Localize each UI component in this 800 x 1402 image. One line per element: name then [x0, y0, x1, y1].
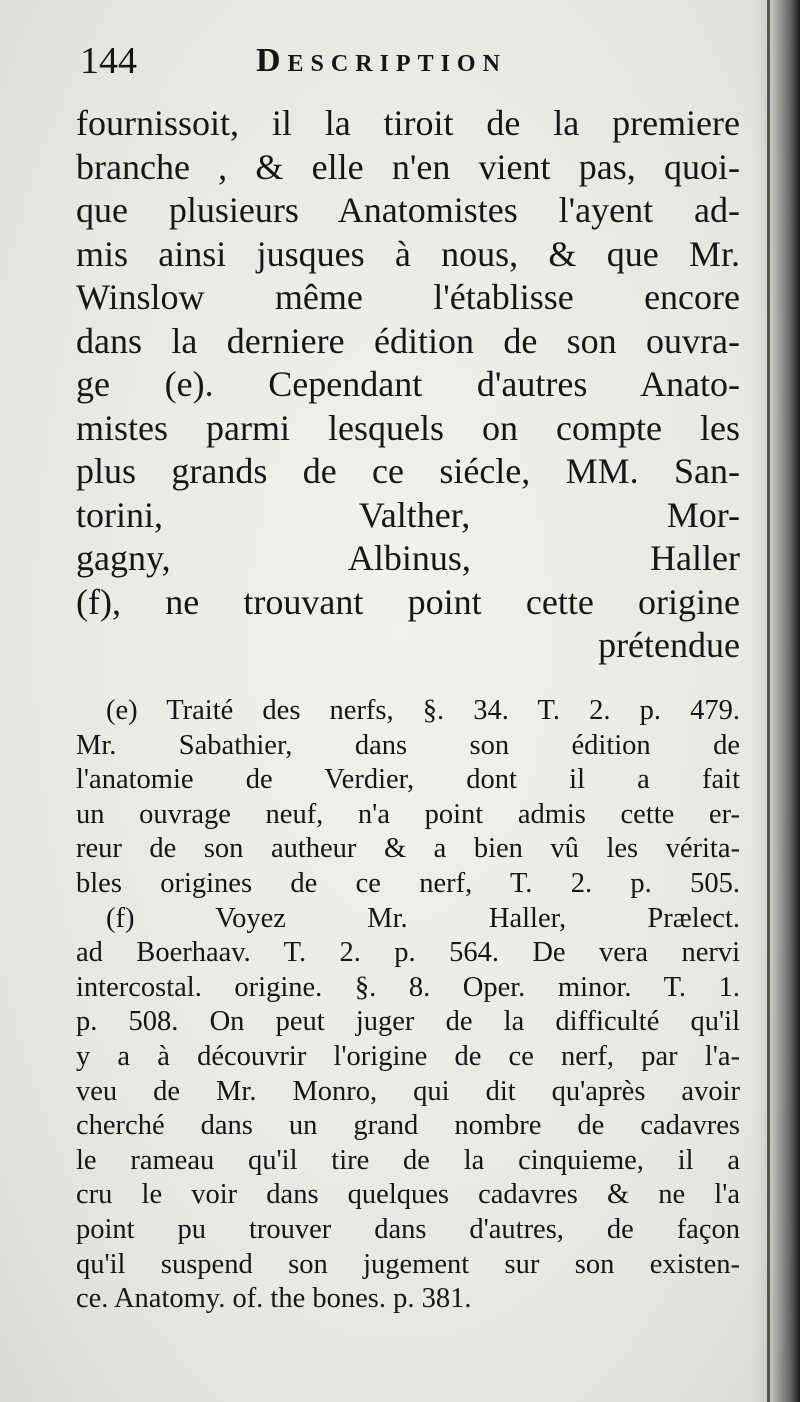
footnote-line: (f) Voyez Mr. Haller, Prælect.	[106, 902, 740, 934]
text-line: que plusieurs Anatomistes l'ayent ad-	[76, 190, 740, 230]
footnote-line: cru le voir dans quelques cadavres & ne l'a	[76, 1179, 740, 1211]
footnote-line: Mr. Sabathier, dans son édition de	[76, 729, 740, 761]
footnote-line: cherché dans un grand nombre de cadavres	[76, 1110, 740, 1142]
text-line: fournissoit, il la tiroit de la premiere	[76, 103, 740, 143]
footnote-line: veu de Mr. Monro, qui dit qu'après avoir	[76, 1075, 740, 1107]
footnote-line: ce. Anatomy. of. the bones. p. 381.	[76, 1283, 472, 1315]
main-text	[76, 102, 740, 668]
footnote-line: le rameau qu'il tire de la cinquieme, il a	[76, 1144, 740, 1176]
running-title: Description	[256, 42, 507, 79]
footnote-line: bles origines de ce nerf, T. 2. p. 505.	[76, 867, 740, 899]
footnote-line: intercostal. origine. §. 8. Oper. minor. T. 1.	[76, 971, 740, 1003]
text-line: Winslow même l'établisse encore	[76, 277, 740, 317]
text-line: dans la derniere édition de son ouvra-	[76, 320, 740, 361]
footnote-line: point pu trouver dans d'autres, de façon	[76, 1213, 740, 1245]
page-edge-line	[767, 0, 770, 1402]
text-line: mistes parmi lesquels on compte les	[76, 407, 740, 448]
catchword-line: prétendue	[598, 625, 740, 665]
footnote-line: y a à découvrir l'origine de ce nerf, par l'a-	[76, 1040, 740, 1072]
footnote-line: reur de son autheur & a bien vû les vérita-	[76, 833, 740, 865]
running-head	[80, 36, 740, 86]
text-line: mis ainsi jusques à nous, & que Mr.	[76, 233, 740, 274]
text-line: ge (e). Cependant d'autres Anato-	[76, 364, 740, 404]
page-number: 144	[80, 40, 137, 82]
page-edge-shadow	[752, 0, 800, 1402]
footnote-line: (e) Traité des nerfs, §. 34. T. 2. p. 479.	[106, 695, 740, 726]
footnote-line: ad Boerhaav. T. 2. p. 564. De vera nervi	[76, 937, 740, 969]
footnote-line: l'anatomie de Verdier, dont il a fait	[76, 764, 740, 796]
text-line: branche , & elle n'en vient pas, quoi-	[76, 146, 740, 187]
text-line: gagny, Albinus, Haller	[76, 538, 740, 578]
footnotes	[76, 694, 740, 1317]
footnote-line: un ouvrage neuf, n'a point admis cette er-	[76, 798, 740, 830]
footnote-line: p. 508. On peut juger de la difficulté qu'il	[76, 1006, 740, 1038]
footnote-line: qu'il suspend son jugement sur son existen-	[76, 1248, 740, 1280]
text-line: plus grands de ce siécle, MM. San-	[76, 451, 740, 491]
text-line: torini, Valther, Mor-	[76, 494, 740, 535]
text-line: (f), ne trouvant point cette origine	[76, 581, 740, 622]
